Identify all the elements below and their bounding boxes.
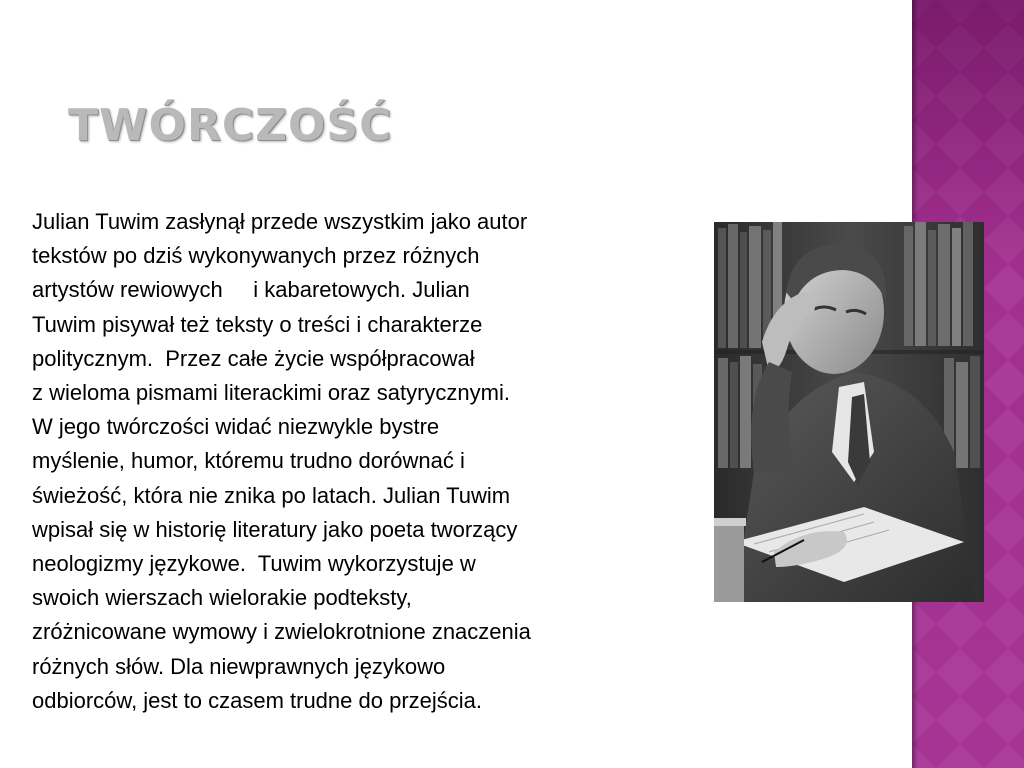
body-text — [32, 205, 692, 718]
body-line: z wieloma pismami literackimi oraz satyrycznymi. — [32, 380, 510, 406]
body-line: świeżość, która nie znika po latach. Julian Tuwim — [32, 482, 511, 508]
body-line: różnych słów. Dla niewprawnych językowo — [32, 653, 446, 679]
body-line: W jego twórczości widać niezwykle bystre — [32, 414, 440, 440]
body-line: tekstów po dziś wykonywanych przez różnych — [32, 243, 480, 269]
body-line: Julian Tuwim zasłynął przede wszystkim jako autor — [32, 209, 528, 234]
body-line: wpisał się w historię literatury jako poeta tworzący — [32, 516, 518, 542]
body-line: odbiorców, jest to czasem trudne do przejścia. — [32, 687, 483, 713]
portrait-photo — [714, 222, 984, 602]
body-line: swoich wierszach wielorakie podteksty, — [32, 585, 412, 611]
body-line: zróżnicowane wymowy i zwielokrotnione znaczenia — [32, 619, 531, 645]
slide-title: TWÓRCZOŚĆ — [68, 100, 393, 151]
body-line: politycznym. Przez całe życie współpracował — [32, 345, 475, 371]
body-line: Tuwim pisywał też teksty o treści i charakterze — [32, 311, 483, 337]
body-line: myślenie, humor, któremu trudno dorównać i — [32, 448, 465, 474]
body-line: neologizmy językowe. Tuwim wykorzystuje w — [32, 551, 476, 577]
body-line: artystów rewiowych i kabaretowych. Julian — [32, 277, 470, 303]
